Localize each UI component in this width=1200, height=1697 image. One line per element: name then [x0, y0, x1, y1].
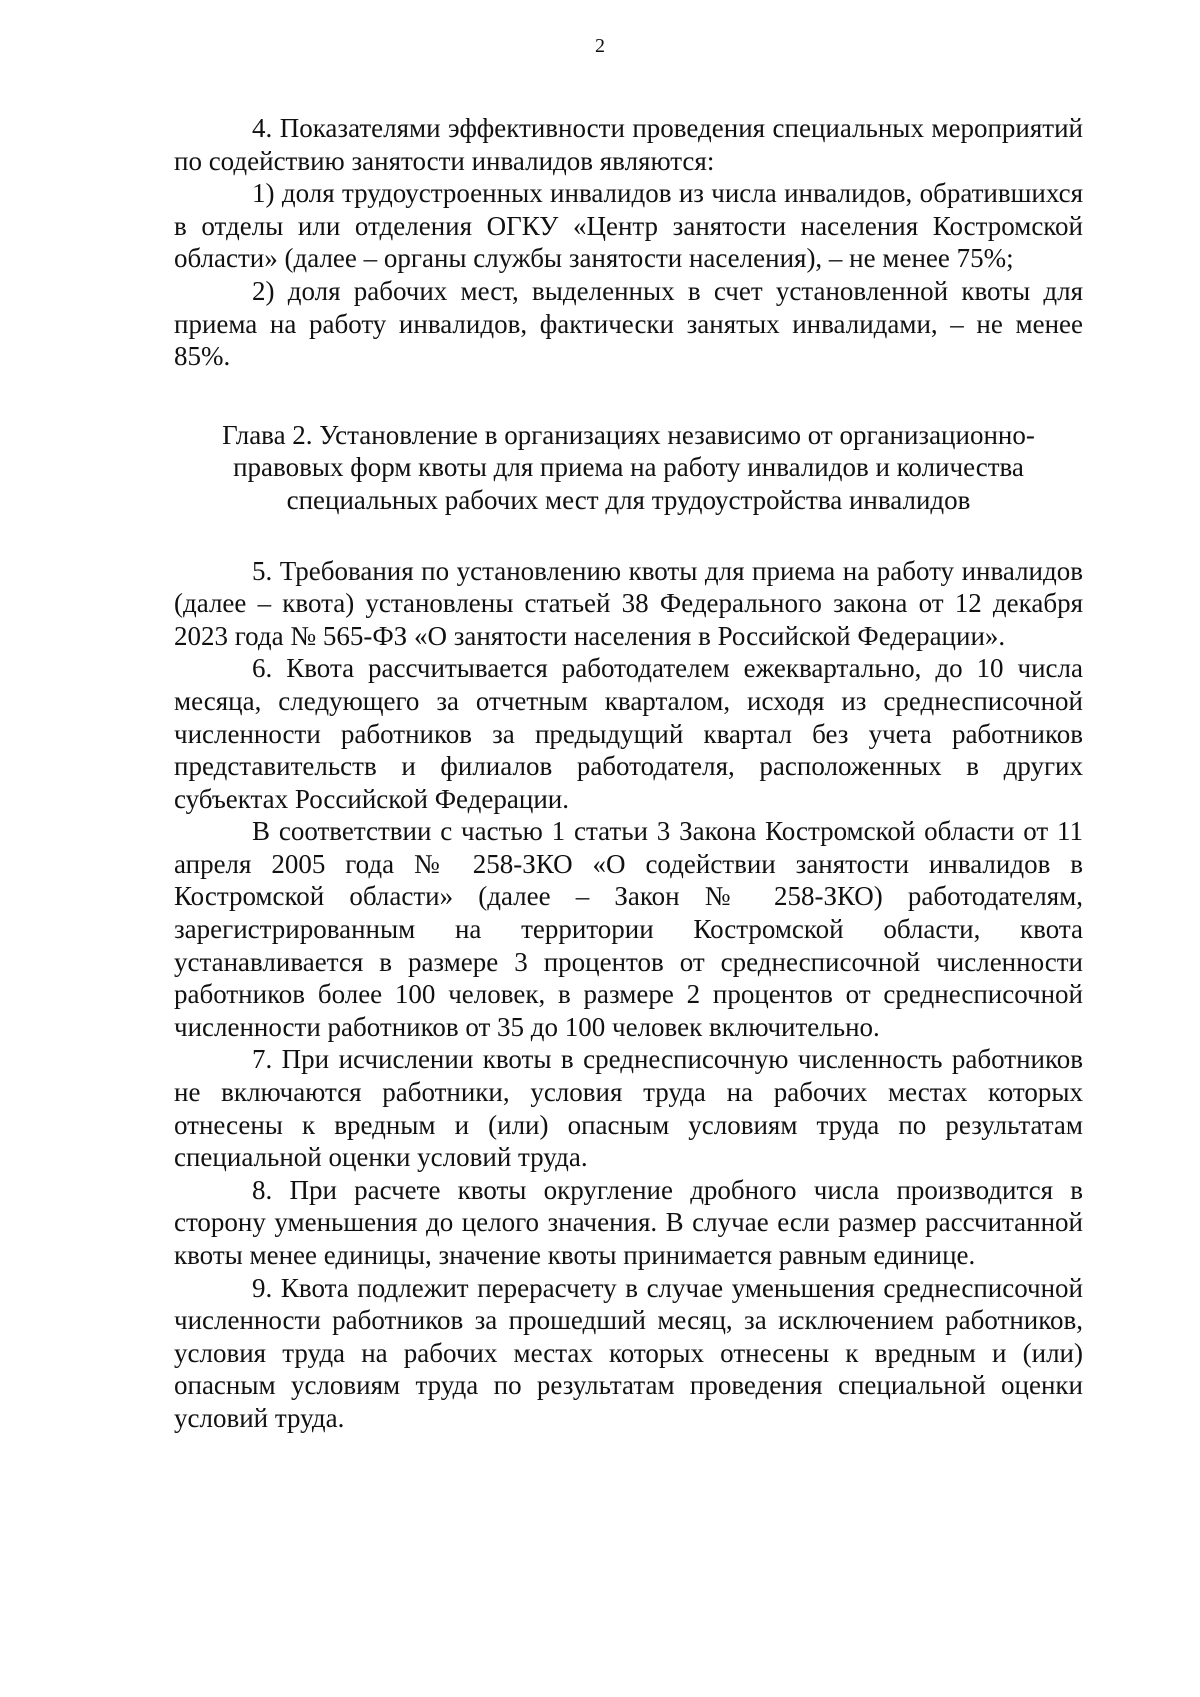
paragraph-7: 7. При исчислении квоты в среднесписочную численность работников не включаются работники, условия труда на рабочих местах которых отнесены к вредным и (или) опасным условиям труда по результатам специальной оценки условий труда. — [174, 1044, 1083, 1173]
paragraph-5: 5. Требования по установлению квоты для приема на работу инвалидов (далее – квота) установлены статьей 38 Федерального закона от 12 декабря 2023 года № 565-ФЗ «О занятости населения в Российской Федерации». — [174, 555, 1083, 651]
paragraph-4-item-2: 2) доля рабочих мест, выделенных в счет установленной квоты для приема на работу инвалидов, фактически занятых инвалидами, – не менее 85%. — [174, 275, 1083, 372]
paragraph-6: 6. Квота рассчитывается работодателем ежеквартально, до 10 числа месяца, следующего за отчетным кварталом, исходя из среднесписочной численности работников за предыдущий квартал без учета работников представительств и филиалов работодателя, расположенных в других субъектах Российской Федерации. — [174, 653, 1083, 814]
paragraph-4-item-1: 1) доля трудоустроенных инвалидов из числа инвалидов, обратившихся в отделы или отделения ОГКУ «Центр занятости населения Костромской области» (далее – органы службы занятости населения), – не менее 75%; — [174, 178, 1083, 274]
paragraph-4: 4. Показателями эффективности проведения специальных мероприятий по содействию занятости инвалидов являются: — [174, 113, 1083, 176]
paragraph-9: 9. Квота подлежит перерасчету в случае уменьшения среднесписочной численности работников за прошедший месяц, за исключением работников, условия труда на рабочих местах которых отнесены к вредным и (или) опасным условиям труда по результатам проведения специальной оценки условий труда. — [174, 1272, 1083, 1433]
paragraph-6-continued: В соответствии с частью 1 статьи 3 Закона Костромской области от 11 апреля 2005 года № 258-ЗКО «О содействии занятости инвалидов в Костромской области» (далее – Закон № 258-ЗКО) работодателям, зарегистрированным на территории Костромской области, квота устанавливается в размере 3 процентов от среднесписочной численности работников более 100 человек, в размере 2 процентов от среднесписочной численности работников от 35 до 100 человек включительно. — [174, 816, 1083, 1042]
document-body — [174, 112, 1083, 1435]
page-number: 2 — [595, 35, 605, 57]
paragraph-8: 8. При расчете квоты округление дробного числа производится в сторону уменьшения до целого значения. В случае если размер рассчитанной квоты менее единицы, значение квоты принимается равным единице. — [174, 1174, 1083, 1270]
chapter-heading: Глава 2. Установление в организациях независимо от организационно-правовых форм квоты для приема на работу инвалидов и количества специальных рабочих мест для трудоустройства инвалидов — [222, 419, 1035, 515]
